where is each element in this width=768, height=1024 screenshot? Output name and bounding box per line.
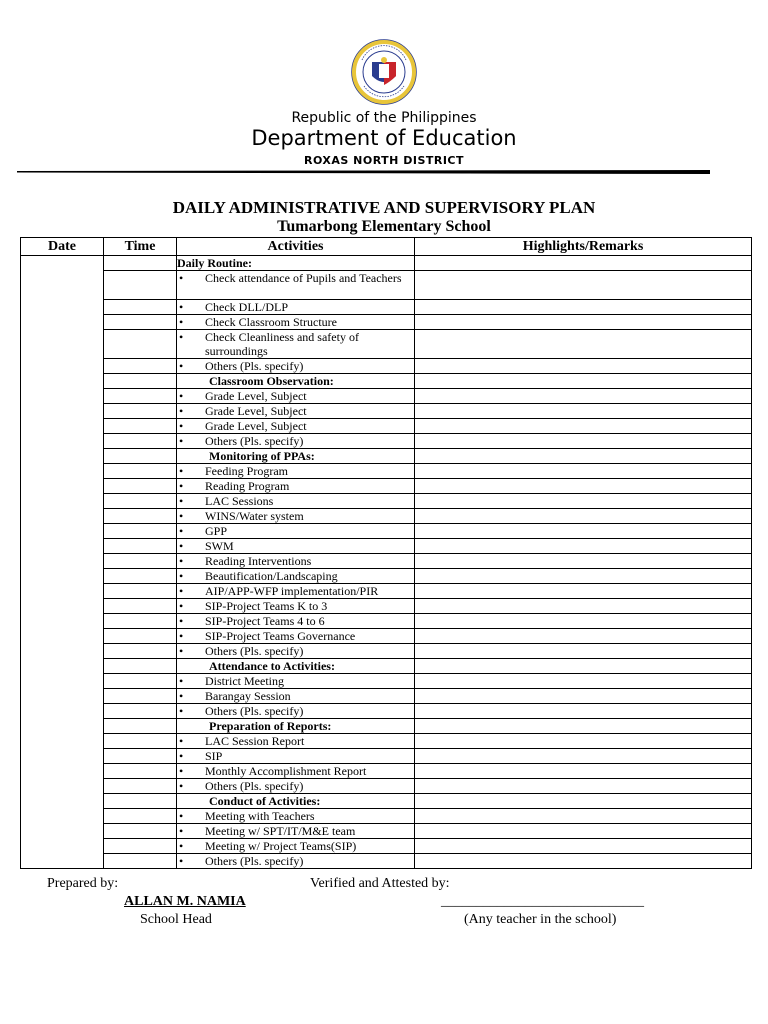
time-cell[interactable] [104,554,177,569]
time-cell[interactable] [104,644,177,659]
activity-label: Grade Level, Subject [205,419,307,433]
bullet-icon: • [179,599,184,613]
remarks-cell[interactable] [415,644,752,659]
table-row [21,539,752,554]
school-name: Tumarbong Elementary School [277,218,491,235]
remarks-cell[interactable] [415,300,752,315]
activity-label: Others (Pls. specify) [205,779,304,793]
table-row [21,389,752,404]
activity-label: LAC Sessions [205,494,274,508]
activity-section-heading: Conduct of Activities: [177,794,415,809]
time-cell[interactable] [104,479,177,494]
bullet-icon: • [179,271,184,285]
activity-label: WINS/Water system [205,509,304,523]
activity-item [177,315,415,330]
activity-item [177,839,415,854]
activity-label: Meeting w/ SPT/IT/M&E team [205,824,356,838]
activity-item [177,539,415,554]
remarks-cell[interactable] [415,569,752,584]
time-cell[interactable] [104,839,177,854]
table-row [21,359,752,374]
column-header-activities: Activities [177,238,415,256]
time-cell[interactable] [104,404,177,419]
bullet-icon: • [179,614,184,628]
time-cell[interactable] [104,749,177,764]
bullet-icon: • [179,434,184,448]
time-cell[interactable] [104,629,177,644]
activity-label: SIP-Project Teams K to 3 [205,599,328,613]
table-row [21,584,752,599]
activity-label: Check attendance of Pupils and Teachers [205,271,402,285]
activity-item [177,389,415,404]
remarks-cell[interactable] [415,419,752,434]
activity-label: AIP/APP-WFP implementation/PIR [205,584,379,598]
bullet-icon: • [179,584,184,598]
time-cell[interactable] [104,359,177,374]
remarks-cell[interactable] [415,315,752,330]
remarks-cell[interactable] [415,359,752,374]
activity-item [177,509,415,524]
bullet-icon: • [179,674,184,688]
date-cell[interactable] [21,256,104,869]
remarks-cell[interactable] [415,509,752,524]
bullet-icon: • [179,749,184,763]
activity-label: Others (Pls. specify) [205,359,304,373]
time-cell[interactable] [104,494,177,509]
remarks-cell[interactable] [415,434,752,449]
remarks-cell[interactable] [415,404,752,419]
remarks-cell[interactable] [415,539,752,554]
activity-label: Check Cleanliness and safety of surroundings [205,330,359,358]
activity-label: SIP [205,749,223,763]
remarks-cell[interactable] [415,674,752,689]
table-row [21,719,752,734]
remarks-cell[interactable] [415,629,752,644]
table-row [21,494,752,509]
time-cell[interactable] [104,509,177,524]
table-row [21,404,752,419]
remarks-cell[interactable] [415,449,752,464]
activity-label: Meeting with Teachers [205,809,315,823]
time-cell[interactable] [104,271,177,300]
time-cell[interactable] [104,300,177,315]
time-cell[interactable] [104,854,177,869]
bullet-icon: • [179,389,184,403]
republic-heading: Republic of the Philippines [291,110,477,126]
bullet-icon: • [179,809,184,823]
table-row [21,794,752,809]
remarks-cell[interactable] [415,494,752,509]
table-row [21,629,752,644]
time-cell[interactable] [104,584,177,599]
time-cell[interactable] [104,434,177,449]
activity-item [177,599,415,614]
time-cell[interactable] [104,779,177,794]
time-cell[interactable] [104,659,177,674]
table-row [21,659,752,674]
activity-label: SIP-Project Teams Governance [205,629,356,643]
prepared-by-label: Prepared by: [47,876,119,891]
time-cell[interactable] [104,614,177,629]
activity-label: Check Classroom Structure [205,315,337,329]
remarks-cell[interactable] [415,689,752,704]
activity-section-heading: Attendance to Activities: [177,659,415,674]
time-cell[interactable] [104,539,177,554]
table-row [21,569,752,584]
time-cell[interactable] [104,330,177,359]
activity-item [177,704,415,719]
table-row [21,854,752,869]
bullet-icon: • [179,704,184,718]
activity-item [177,674,415,689]
activity-item [177,854,415,869]
column-header-remarks: Highlights/Remarks [415,238,752,256]
remarks-cell[interactable] [415,554,752,569]
time-cell[interactable] [104,419,177,434]
table-row [21,479,752,494]
table-row [21,464,752,479]
remarks-cell[interactable] [415,719,752,734]
plan-table-body [21,256,752,869]
activity-label: Barangay Session [205,689,291,703]
table-row [21,749,752,764]
activity-label: Others (Pls. specify) [205,704,304,718]
activity-item [177,330,415,359]
time-cell[interactable] [104,719,177,734]
bullet-icon: • [179,479,184,493]
activity-label: District Meeting [205,674,284,688]
remarks-cell[interactable] [415,854,752,869]
time-cell[interactable] [104,449,177,464]
activity-label: Beautification/Landscaping [205,569,338,583]
bullet-icon: • [179,734,184,748]
bullet-icon: • [179,315,184,329]
header-divider [17,170,710,174]
signature-line: _____________________________ [441,894,644,909]
bullet-icon: • [179,644,184,658]
activity-label: Monthly Accomplishment Report [205,764,367,778]
activity-label: SWM [205,539,234,553]
activity-item [177,524,415,539]
remarks-cell[interactable] [415,479,752,494]
table-header-row [21,238,752,256]
time-cell[interactable] [104,524,177,539]
bullet-icon: • [179,764,184,778]
remarks-cell[interactable] [415,779,752,794]
bullet-icon: • [179,539,184,553]
table-row [21,449,752,464]
time-cell[interactable] [104,824,177,839]
table-row [21,824,752,839]
remarks-cell[interactable] [415,389,752,404]
table-row [21,300,752,315]
activity-label: GPP [205,524,228,538]
time-cell[interactable] [104,809,177,824]
remarks-cell[interactable] [415,659,752,674]
department-heading: Department of Education [251,126,517,150]
bullet-icon: • [179,689,184,703]
table-row [21,554,752,569]
activity-item [177,779,415,794]
activity-label: Reading Interventions [205,554,312,568]
time-cell[interactable] [104,464,177,479]
activity-item [177,359,415,374]
activity-item [177,614,415,629]
activity-section-heading: Classroom Observation: [177,374,415,389]
activity-item [177,629,415,644]
activity-item [177,569,415,584]
activity-item [177,464,415,479]
activity-item [177,764,415,779]
school-head-name: ALLAN M. NAMIA [124,894,246,909]
bullet-icon: • [179,854,184,868]
verifier-note: (Any teacher in the school) [464,912,617,927]
table-row [21,704,752,719]
activity-item [177,554,415,569]
remarks-cell[interactable] [415,599,752,614]
table-row [21,330,752,359]
time-cell[interactable] [104,599,177,614]
remarks-cell[interactable] [415,330,752,359]
activity-label: Others (Pls. specify) [205,644,304,658]
time-cell[interactable] [104,734,177,749]
bullet-icon: • [179,330,184,344]
activity-label: Others (Pls. specify) [205,854,304,868]
remarks-cell[interactable] [415,584,752,599]
time-cell[interactable] [104,794,177,809]
activity-section-heading: Preparation of Reports: [177,719,415,734]
activity-item [177,824,415,839]
table-row [21,256,752,271]
table-row [21,644,752,659]
table-row [21,614,752,629]
remarks-cell[interactable] [415,464,752,479]
table-row [21,599,752,614]
remarks-cell[interactable] [415,704,752,719]
time-cell[interactable] [104,374,177,389]
table-row [21,419,752,434]
column-header-date: Date [21,238,104,256]
table-row [21,839,752,854]
bullet-icon: • [179,359,184,373]
district-heading: ROXAS NORTH DISTRICT [303,154,465,167]
table-row [21,779,752,794]
remarks-cell[interactable] [415,614,752,629]
table-row [21,434,752,449]
verified-by-label: Verified and Attested by: [310,876,450,891]
activity-label: Feeding Program [205,464,288,478]
activity-item [177,644,415,659]
activity-item [177,300,415,315]
activity-item [177,689,415,704]
bullet-icon: • [179,419,184,433]
table-row [21,509,752,524]
table-row [21,271,752,300]
activity-item [177,734,415,749]
bullet-icon: • [179,404,184,418]
time-cell[interactable] [104,764,177,779]
remarks-cell[interactable] [415,524,752,539]
remarks-cell[interactable] [415,271,752,300]
activity-item [177,584,415,599]
table-row [21,674,752,689]
activity-item [177,434,415,449]
time-cell[interactable] [104,689,177,704]
table-row [21,374,752,389]
remarks-cell[interactable] [415,764,752,779]
plan-title: DAILY ADMINISTRATIVE AND SUPERVISORY PLAN [172,198,596,217]
table-row [21,734,752,749]
activity-label: Grade Level, Subject [205,404,307,418]
remarks-cell[interactable] [415,794,752,809]
time-cell[interactable] [104,315,177,330]
table-row [21,315,752,330]
activity-item [177,809,415,824]
time-cell[interactable] [104,389,177,404]
remarks-cell[interactable] [415,374,752,389]
column-header-time: Time [104,238,177,256]
remarks-cell[interactable] [415,839,752,854]
deped-seal-icon [348,38,420,106]
bullet-icon: • [179,629,184,643]
activity-label: Meeting w/ Project Teams(SIP) [205,839,357,853]
activity-label: Reading Program [205,479,290,493]
activity-section-heading: Monitoring of PPAs: [177,449,415,464]
activity-section-heading: Daily Routine: [177,256,415,271]
activity-label: Others (Pls. specify) [205,434,304,448]
activity-item [177,404,415,419]
plan-table [20,237,752,869]
table-row [21,689,752,704]
remarks-cell[interactable] [415,824,752,839]
time-cell[interactable] [104,704,177,719]
activity-item [177,749,415,764]
bullet-icon: • [179,509,184,523]
remarks-cell[interactable] [415,809,752,824]
activity-item [177,479,415,494]
remarks-cell[interactable] [415,256,752,271]
bullet-icon: • [179,779,184,793]
bullet-icon: • [179,824,184,838]
bullet-icon: • [179,300,184,314]
activity-label: LAC Session Report [205,734,305,748]
table-row [21,524,752,539]
bullet-icon: • [179,839,184,853]
activity-item [177,494,415,509]
school-head-position: School Head [140,912,212,927]
time-cell[interactable] [104,569,177,584]
activity-label: Check DLL/DLP [205,300,288,314]
activity-label: SIP-Project Teams 4 to 6 [205,614,325,628]
time-cell[interactable] [104,674,177,689]
time-cell[interactable] [104,256,177,271]
remarks-cell[interactable] [415,749,752,764]
bullet-icon: • [179,554,184,568]
table-row [21,764,752,779]
activity-label: Grade Level, Subject [205,389,307,403]
bullet-icon: • [179,524,184,538]
table-row [21,809,752,824]
bullet-icon: • [179,569,184,583]
remarks-cell[interactable] [415,734,752,749]
activity-item [177,419,415,434]
bullet-icon: • [179,464,184,478]
activity-item [177,271,415,300]
bullet-icon: • [179,494,184,508]
